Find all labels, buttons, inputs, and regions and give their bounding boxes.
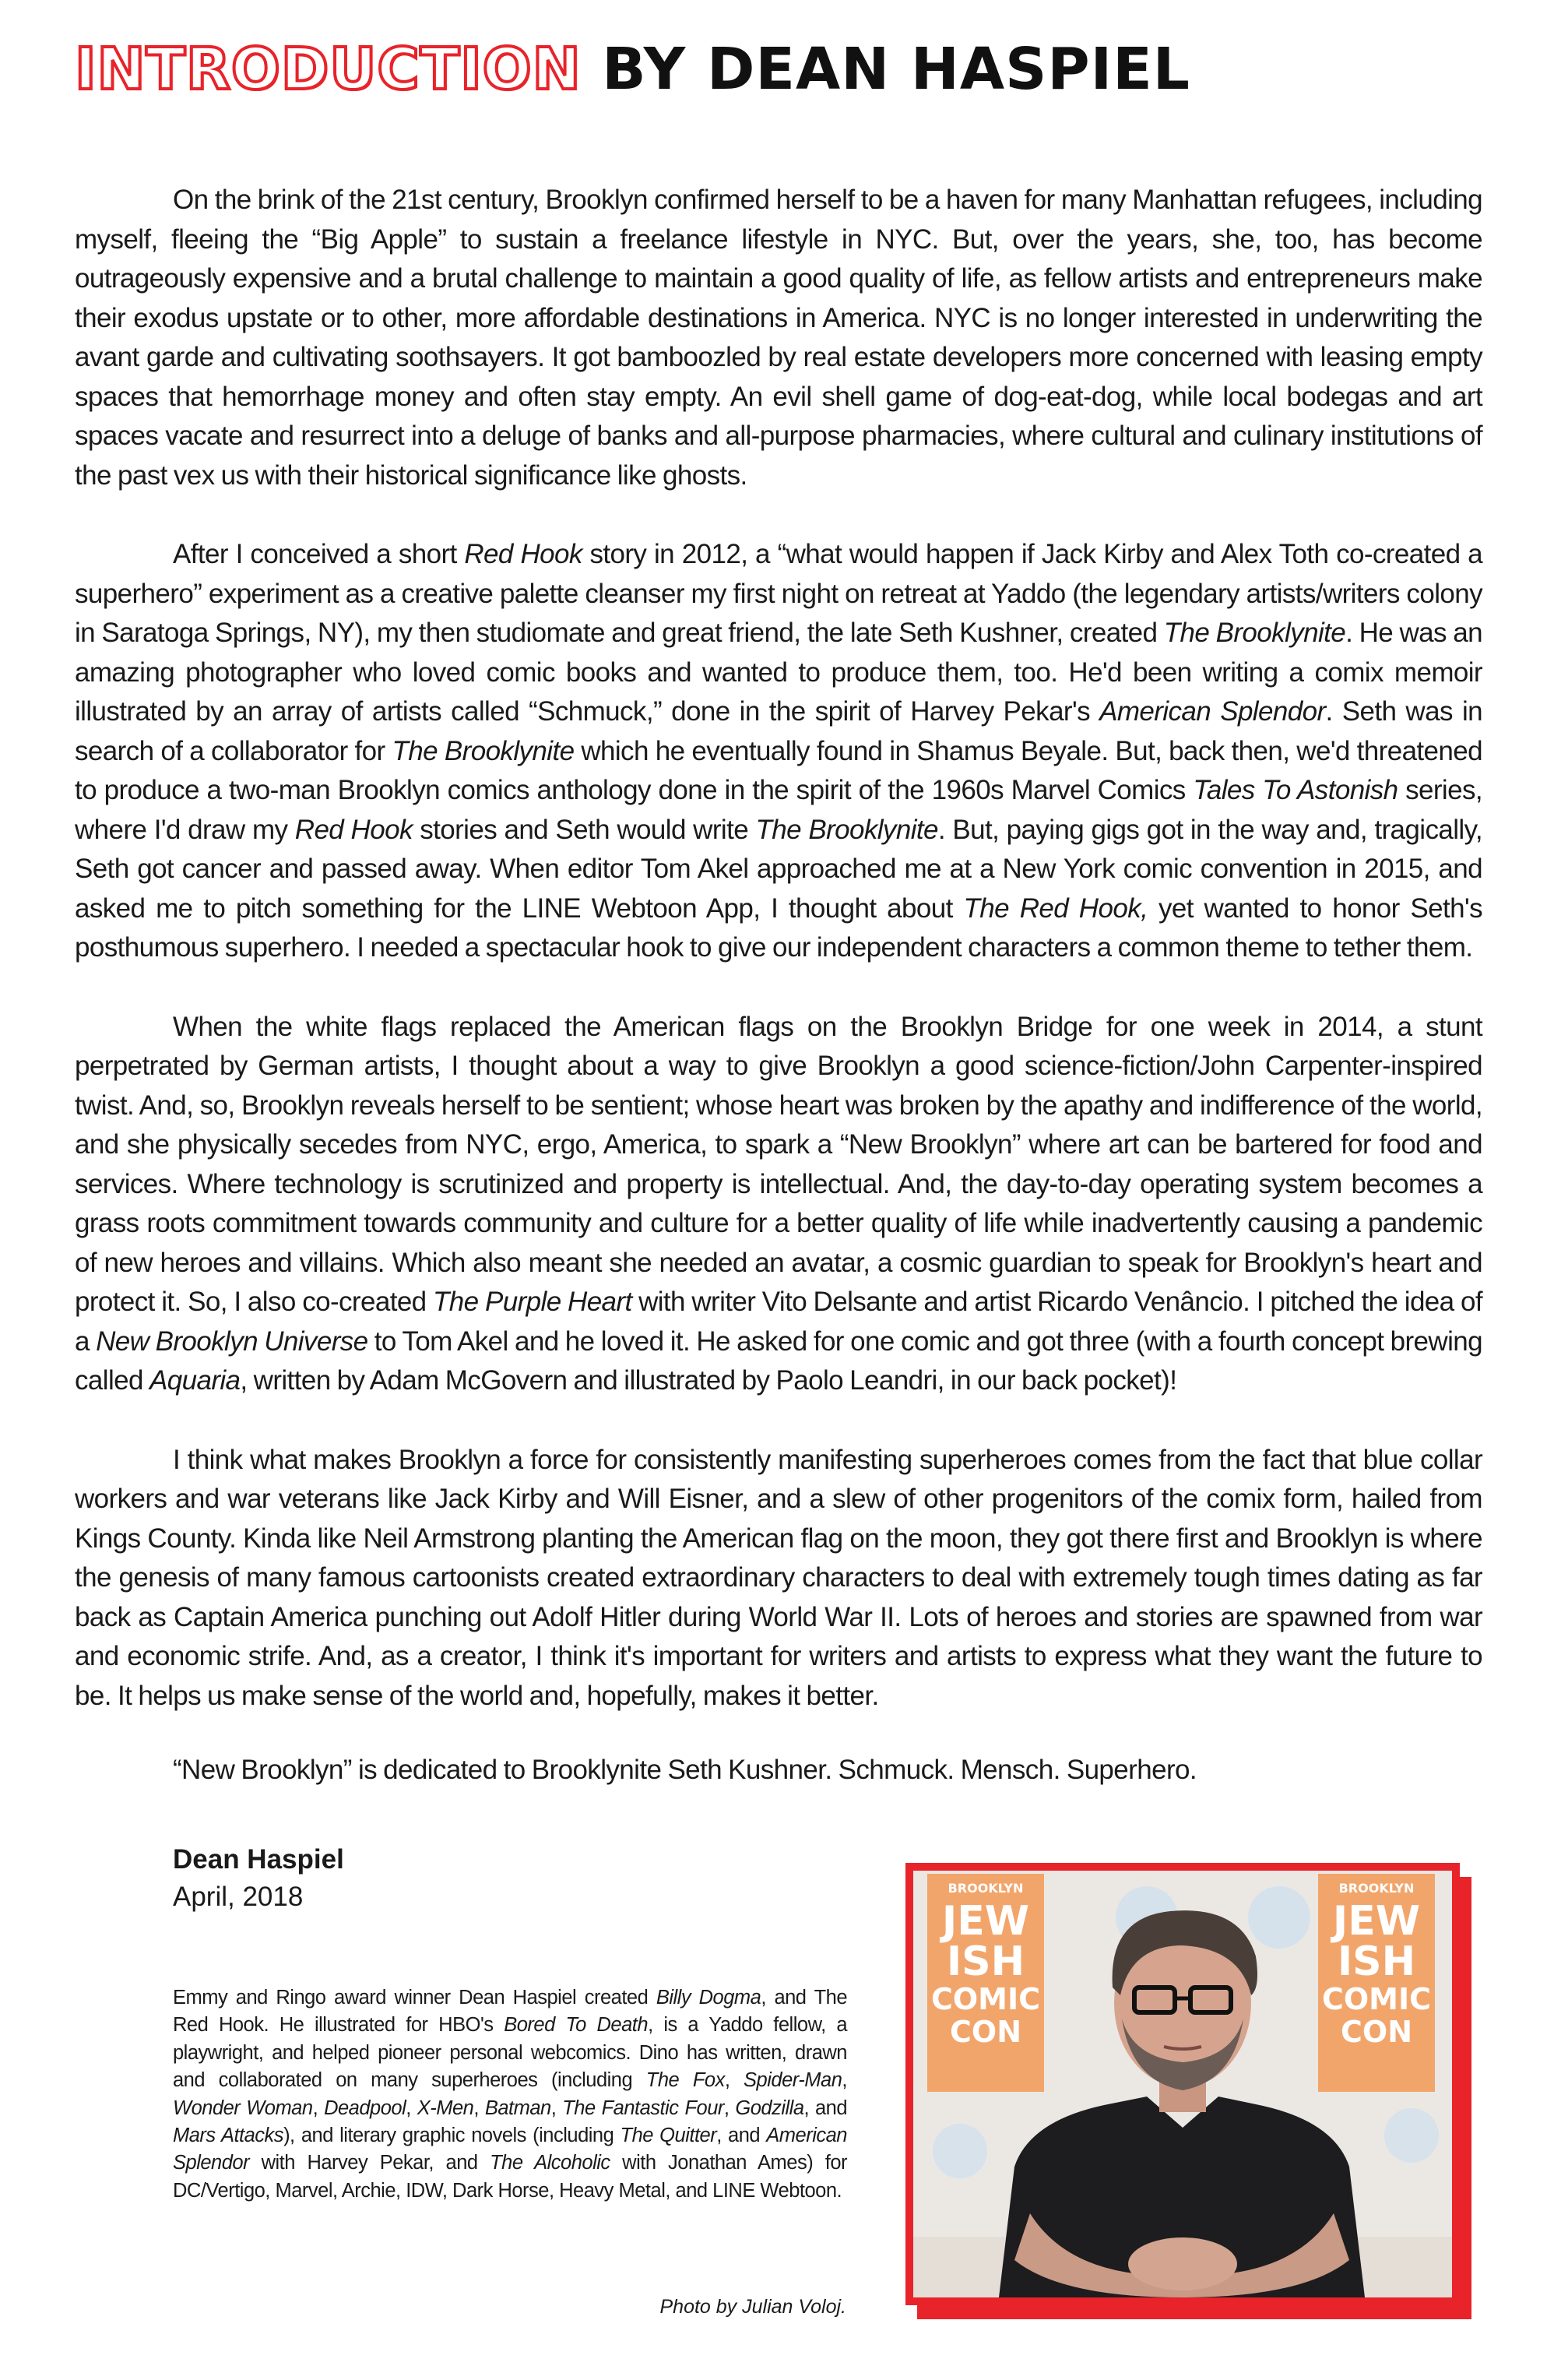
italic-title: Aquaria [149,1365,241,1396]
introduction-body [75,181,1482,1830]
poster-line-4: COMIC [930,1982,1041,2016]
author-name: Dean Haspiel [173,1844,344,1875]
poster-line-2: JEW [941,1898,1030,1945]
poster-line-5: CON [950,2015,1021,2049]
italic-title: Spider-Man [744,2069,842,2092]
italic-title: Wonder Woman [173,2097,313,2119]
author-bio: Emmy and Ringo award winner Dean Haspiel created Billy Dogma, and The Red Hook. He illustrated for HBO's Bored To Death, is a Yaddo fellow, a playwright, and helped pioneer personal webcomics. Dino has written, drawn and collaborated on many superheroes (including The Fox, Spider-Man, Wonder Woman, Deadpool, X-Men, Batman, The Fantastic Four, Godzilla, and Mars Attacks), and literary graphic novels (including The Quitter, and American Splendor with Harvey Pekar, and The Alcoholic with Jonathan Ames) for DC/Vertigo, Marvel, Archie, IDW, Dark Horse, Heavy Metal, and LINE Webtoon. [173,1987,848,2202]
italic-title: The Brooklynite [755,814,938,845]
italic-title: Batman [484,2097,551,2119]
italic-title: The Brooklynite [392,735,575,766]
italic-title: The Red Hook, [963,892,1148,924]
poster-line-1: BROOKLYN [948,1881,1024,1896]
italic-title: Bored To Death [504,2014,649,2037]
italic-title: Godzilla [735,2097,804,2119]
page-title [75,36,1190,103]
italic-title: Deadpool [324,2097,406,2119]
poster-line-5: CON [1341,2015,1412,2049]
italic-title: American Splendor [173,2125,847,2174]
italic-title: The Alcoholic [490,2152,610,2174]
dedication: “New Brooklyn” is dedicated to Brooklynite Seth Kushner. Schmuck. Mensch. Superhero. [173,1755,1197,1785]
poster-line-1: BROOKLYN [1338,1881,1415,1896]
author-photo [913,1871,1452,2297]
italic-title: Red Hook [464,539,582,569]
italic-title: Mars Attacks [173,2125,284,2147]
italic-title: The Brooklynite [1163,618,1346,648]
italic-title: The Fox [645,2069,725,2092]
italic-title: American Splendor [1099,696,1326,727]
left-poster [927,1874,1044,2092]
italic-title: X-Men [417,2097,474,2119]
signature-date: April, 2018 [173,1882,304,1912]
photo-credit: Photo by Julian Voloj. [659,2296,846,2318]
italic-title: The Purple Heart [433,1287,632,1317]
italic-title: The Quitter [620,2125,717,2147]
right-poster [1318,1874,1435,2092]
italic-title: Red Hook [294,814,413,845]
author-photo-frame [905,1863,1460,2305]
italic-title: New Brooklyn Universe [96,1326,368,1357]
title-introduction: INTRODUCTION [75,36,582,103]
poster-line-4: COMIC [1321,1982,1432,2016]
paragraph-1: On the brink of the 21st century, Brooklyn confirmed herself to be a haven for many Manhattan refugees, including myself, fleeing the “Big Apple” to sustain a freelance lifestyle in NYC. But, over the years, she, too, has become outrageously expensive and a brutal challenge to maintain a good quality of life, as fellow artists and entrepreneurs make their exodus upstate or to other, more affordable destinations in America. NYC is no longer interested in underwriting the avant garde and cultivating soothsayers. It got bamboozled by real estate developers more concerned with leasing empty spaces that hemorrhage money and often stay empty. An evil shell game of dog-eat-dog, while local bodegas and art spaces vacate and resurrect into a deluge of banks and all-purpose pharmacies, where cultural and culinary institutions of the past vex us with their historical significance like ghosts. [75,185,1482,491]
italic-title: Billy Dogma [656,1987,761,2009]
italic-title: Tales To Astonish [1193,775,1398,805]
paragraph-3: When the white flags replaced the American flags on the Brooklyn Bridge for one week in 2014, a stunt perpetrated by German artists, I thought about a way to give Brooklyn a good science-fiction/John Carpenter-inspired twist. And, so, Brooklyn reveals herself to be sentient; whose heart was broken by the apathy and indifference of the world, and she physically secedes from NYC, ergo, America, to spark a “New Brooklyn” where art can be bartered for food and services. Where technology is scrutinized and property is intellectual. And, the day-to-day operating system becomes a grass roots commitment towards community and culture for a better quality of life while inadvertently causing a pandemic of new heroes and villains. Which also meant she needed an avatar, a cosmic guardian to speak for Brooklyn's heart and protect it. So, I also co-created The Purple Heart with writer Vito Delsante and artist Ricardo Venâncio. I pitched the idea of a New Brooklyn Universe to Tom Akel and he loved it. He asked for one comic and got three (with a fourth concept brewing called Aquaria, written by Adam McGovern and illustrated by Paolo Leandri, in our back pocket)! [75,1011,1482,1396]
poster-line-3: ISH [1337,1938,1416,1985]
italic-title: The Fantastic Four [562,2097,724,2119]
paragraph-4: I think what makes Brooklyn a force for consistently manifesting superheroes comes from the fact that blue collar workers and war veterans like Jack Kirby and Will Eisner, and a slew of other progenitors of the comix form, hailed from Kings County. Kinda like Neil Armstrong planting the American flag on the moon, they got there first and Brooklyn is where the genesis of many famous cartoonists created extraordinary characters to deal with extremely tough times dating as far back as Captain America punching out Adolf Hitler during World War II. Lots of heroes and stories are spawned from war and economic strife. And, as a creator, I think it's important for writers and artists to express what they want the future to be. It helps us make sense of the world and, hopefully, makes it better. [75,1444,1482,1711]
poster-line-3: ISH [946,1938,1025,1985]
poster-line-2: JEW [1332,1898,1421,1945]
signature-block [173,1841,344,1916]
title-byline: BY DEAN HASPIEL [602,36,1190,103]
paragraph-2: After I conceived a short Red Hook story in 2012, a “what would happen if Jack Kirby and Alex Toth co-created a superhero” experiment as a creative palette cleanser my first night on retreat at Yaddo (the legendary artists/writers colony in Saratoga Springs, NY), my then studiomate and great friend, the late Seth Kushner, created The Brooklynite. He was an amazing photographer who loved comic books and wanted to produce them, too. He'd been writing a comix memoir illustrated by an array of artists called “Schmuck,” done in the spirit of Harvey Pekar's American Splendor. Seth was in search of a collaborator for The Brooklynite which he eventually found in Shamus Beyale. But, back then, we'd threatened to produce a two-man Brooklyn comics anthology done in the spirit of the 1960s Marvel Comics Tales To Astonish series, where I'd draw my Red Hook stories and Seth would write The Brooklynite. But, paying gigs got in the way and, tragically, Seth got cancer and passed away. When editor Tom Akel approached me at a New York comic convention in 2015, and asked me to pitch something for the LINE Webtoon App, I thought about The Red Hook, yet wanted to honor Seth's posthumous superhero. I needed a spectacular hook to give our independent characters a common theme to tether them. [75,539,1483,963]
